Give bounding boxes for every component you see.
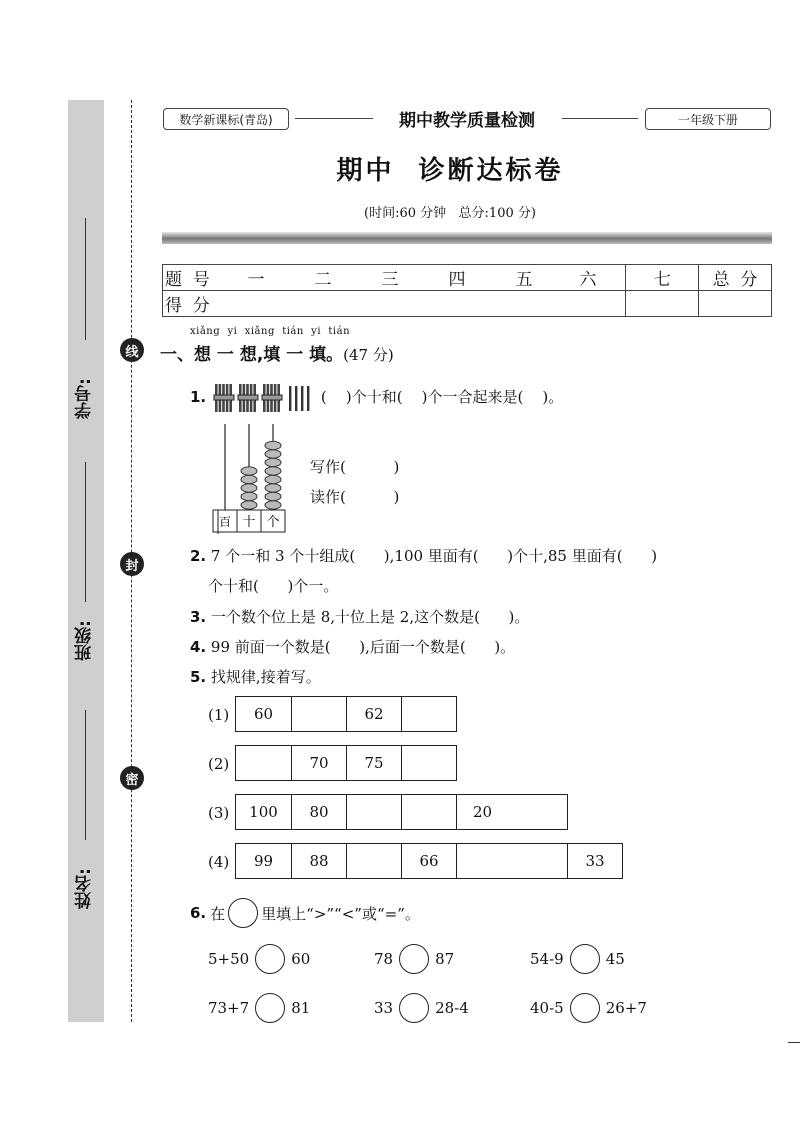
sequence-blank[interactable]: [401, 696, 457, 732]
write-as-blank[interactable]: 写作( ): [310, 458, 400, 476]
title-divider-bar: [162, 232, 772, 244]
header-rule-right: [562, 118, 638, 119]
single-stick: [295, 386, 297, 411]
question-text: 一个数个位上是 8,十位上是 2,这个数是( )。: [210, 608, 530, 626]
read-as-blank[interactable]: 读作( ): [310, 488, 400, 506]
row-label-score: 得 分: [163, 291, 626, 317]
column-4: 四: [448, 270, 466, 290]
abacus-bead: [241, 475, 257, 483]
question-5: [190, 666, 321, 687]
seal-mark-xian: 线: [120, 338, 144, 362]
stick-bundle: [214, 384, 234, 412]
section-title: 一、想 一 想,填 一 填。: [160, 345, 344, 365]
comparison-left: 5+50: [208, 950, 250, 968]
comparison-right: 87: [435, 950, 455, 968]
sequence-cell: 100: [235, 794, 292, 830]
comparison-item: [530, 944, 625, 974]
sequence-label-4: (4): [208, 853, 230, 871]
sequence-cell: 75: [346, 745, 402, 781]
class-label: 班级:: [75, 620, 95, 661]
student-id-line: [85, 218, 86, 340]
student-id-label: 学号:: [75, 378, 95, 419]
comparison-left: 33: [374, 999, 394, 1017]
question-text-line1: 7 个一和 3 个十组成( ),100 里面有( )个十,85 里面有( ): [210, 547, 658, 565]
stick-bundles-picture: [213, 383, 319, 413]
row-label-question-number: 题 号: [165, 270, 210, 290]
abacus-bead: [265, 492, 281, 500]
page-subtitle: (时间:60 分钟 总分:100 分): [364, 206, 536, 221]
score-cell-total[interactable]: [699, 291, 772, 317]
comparison-right: 28-4: [435, 999, 469, 1017]
section-pinyin: xiǎng yi xiǎng tián yi tián: [190, 326, 351, 337]
sequence-cell: 62: [346, 696, 402, 732]
sequence-cell: 99: [235, 843, 292, 879]
column-7: 七: [626, 265, 699, 291]
column-6: 六: [579, 270, 597, 290]
abacus-bead: [241, 492, 257, 500]
header-left-tag: 数学新课标(青岛): [163, 108, 289, 130]
seal-mark-mi: 密: [120, 766, 144, 790]
sequence-blank[interactable]: [401, 745, 457, 781]
section-heading: [160, 340, 394, 365]
column-1: 一: [247, 270, 265, 290]
abacus-bead: [265, 458, 281, 466]
sequence-cell: 88: [291, 843, 347, 879]
column-2: 二: [314, 270, 332, 290]
question-text: 99 前面一个数是( ),后面一个数是( )。: [210, 638, 516, 656]
sequence-row-4: [236, 843, 623, 879]
single-stick: [307, 386, 309, 411]
question-text: ( )个十和( )个一合起来是( )。: [320, 388, 564, 406]
abacus-bead: [265, 484, 281, 492]
question-number: 6.: [190, 904, 207, 922]
sequence-blank[interactable]: [401, 794, 457, 830]
abacus-bead: [265, 441, 281, 449]
comparison-item: [208, 993, 310, 1023]
question-4: [190, 636, 515, 657]
comparison-circle[interactable]: [255, 944, 285, 974]
score-table-question-numbers: [163, 265, 626, 291]
comparison-left: 78: [374, 950, 394, 968]
sequence-label-1: (1): [208, 706, 230, 724]
page-title: 期中 诊断达标卷: [336, 156, 564, 186]
sequence-cell: 70: [291, 745, 347, 781]
section-points: (47 分): [343, 346, 394, 364]
abacus-bead: [265, 467, 281, 475]
question-text: 找规律,接着写。: [210, 668, 321, 686]
abacus-bead: [265, 501, 281, 509]
abacus-bead: [265, 450, 281, 458]
sequence-blank[interactable]: [346, 843, 402, 879]
comparison-item: [374, 944, 454, 974]
comparison-item: [208, 944, 310, 974]
abacus-label-ones: 个: [266, 515, 280, 530]
seal-mark-feng: 封: [120, 552, 144, 576]
question-text-after: 里填上“>”“<”或“=”。: [261, 904, 420, 923]
sequence-blank[interactable]: [235, 745, 292, 781]
abacus-bead: [241, 467, 257, 475]
question-2-line2: 个十和( )个一。: [208, 577, 339, 595]
stick-bundle: [262, 384, 282, 412]
comparison-left: 40-5: [530, 999, 564, 1017]
sequence-row-3: [236, 794, 568, 830]
stick-bundle: [238, 384, 258, 412]
sequence-cell: 60: [235, 696, 292, 732]
column-total: 总 分: [699, 265, 772, 291]
abacus-bead: [241, 501, 257, 509]
sequence-cell: 80: [291, 794, 347, 830]
abacus-picture: [210, 422, 290, 534]
sequence-blank[interactable]: [346, 794, 402, 830]
sequence-label-2: (2): [208, 755, 230, 773]
comparison-circle[interactable]: [570, 944, 600, 974]
sequence-blank[interactable]: [291, 696, 347, 732]
comparison-item: [530, 993, 647, 1023]
question-number: 5.: [190, 668, 207, 686]
comparison-circle[interactable]: [399, 993, 429, 1023]
comparison-left: 73+7: [208, 999, 250, 1017]
question-2: [190, 545, 657, 566]
single-stick: [301, 386, 303, 411]
score-table-header-row: [163, 265, 772, 291]
sequence-label-3: (3): [208, 804, 230, 822]
comparison-right: 26+7: [605, 999, 647, 1017]
score-table-score-row: [163, 291, 772, 317]
abacus-bead: [241, 484, 257, 492]
sequence-cell: 33: [567, 843, 623, 879]
question-6: [190, 898, 420, 928]
comparison-right: 60: [291, 950, 311, 968]
sequence-row-1: [236, 696, 457, 732]
question-number: 4.: [190, 638, 207, 656]
header-right-tag: 一年级下册: [645, 108, 771, 130]
class-line: [85, 462, 86, 602]
circle-icon: [228, 898, 258, 928]
header-center-title: 期中教学质量检测: [399, 111, 535, 131]
single-stick: [289, 386, 291, 411]
sequence-row-2: [236, 745, 457, 781]
abacus-label-tens: 十: [242, 515, 256, 530]
question-number: 1.: [190, 388, 207, 406]
question-3: [190, 606, 529, 627]
abacus-label-hundreds: 百: [218, 515, 232, 529]
sequence-cell: 66: [401, 843, 457, 879]
name-label: 姓名:: [75, 868, 95, 909]
header-rule-left: [295, 118, 373, 119]
comparison-right: 81: [291, 999, 311, 1017]
sequence-blank[interactable]: [456, 843, 568, 879]
question-number: 3.: [190, 608, 207, 626]
comparison-circle[interactable]: [255, 993, 285, 1023]
question-text-before: 在: [210, 904, 226, 923]
comparison-left: 54-9: [530, 950, 564, 968]
comparison-right: 45: [605, 950, 625, 968]
name-line: [85, 710, 86, 840]
comparison-circle[interactable]: [570, 993, 600, 1023]
comparison-circle[interactable]: [399, 944, 429, 974]
score-table: [162, 264, 772, 317]
column-3: 三: [381, 270, 399, 290]
question-number: 2.: [190, 547, 207, 565]
column-5: 五: [515, 270, 533, 290]
comparison-item: [374, 993, 469, 1023]
sequence-cell: 20: [456, 794, 568, 830]
question-1: [190, 383, 563, 413]
abacus-bead: [265, 475, 281, 483]
page-edge-mark: [788, 1042, 800, 1043]
score-cell-7[interactable]: [626, 291, 699, 317]
